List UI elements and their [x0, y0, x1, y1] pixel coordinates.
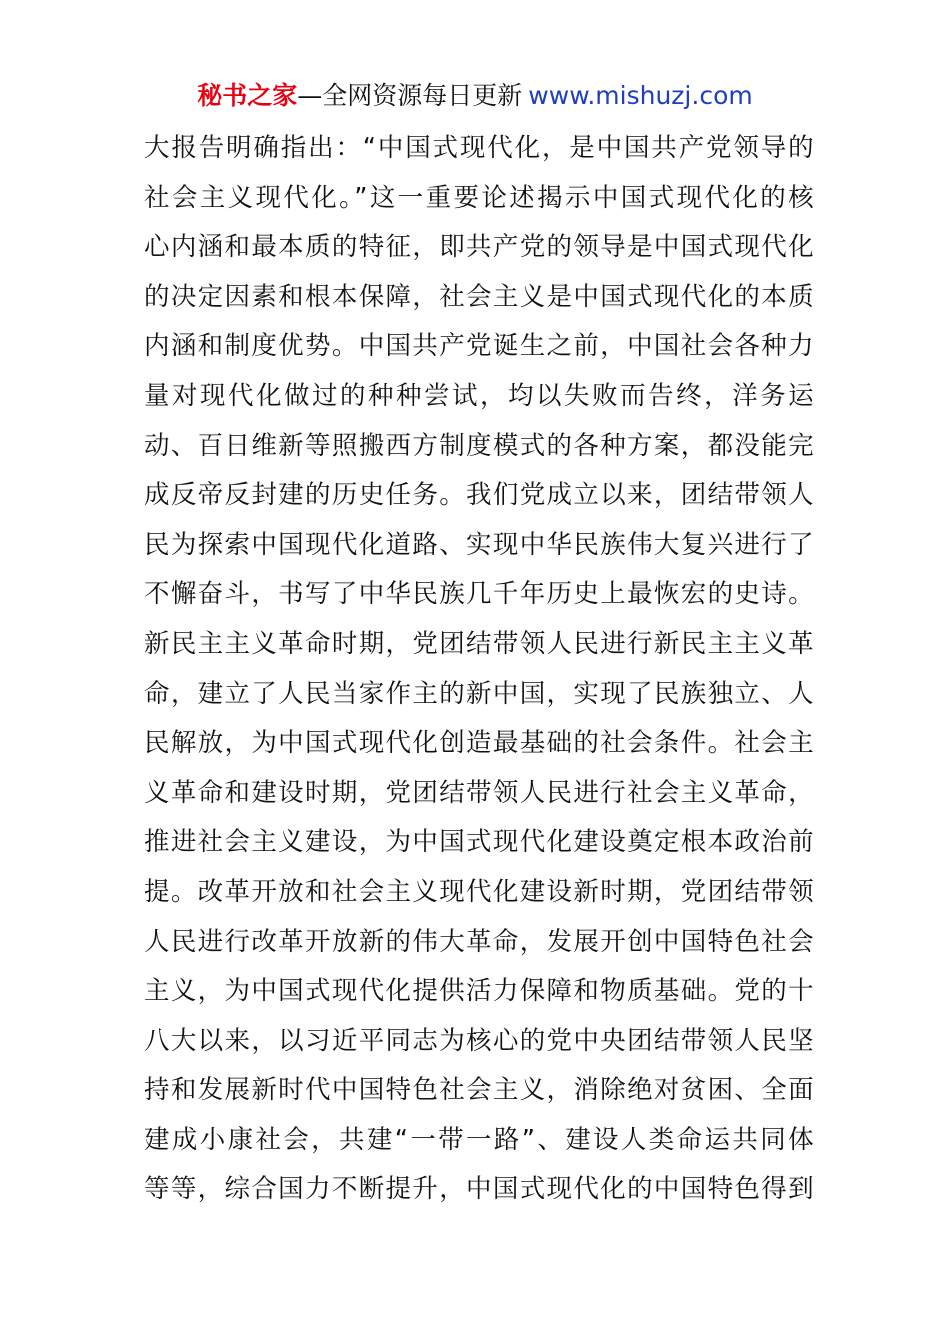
website-link[interactable]: www.mishuzj.com: [528, 81, 753, 110]
text-line: 持和发展新时代中国特色社会主义，消除绝对贫困、全面: [144, 1075, 814, 1106]
text-line: 心内涵和最本质的特征，即共产党的领导是中国式现代化: [144, 232, 814, 263]
text-line: 动、百日维新等照搬西方制度模式的各种方案，都没能完: [144, 430, 814, 461]
text-line: 命，建立了人民当家作主的新中国，实现了民族独立、人: [144, 678, 814, 709]
document-body: [144, 124, 814, 1215]
brand-name: 秘书之家: [197, 81, 298, 110]
text-line: 社会主义现代化。”这一重要论述揭示中国式现代化的核: [144, 182, 814, 213]
text-line: 建成小康社会，共建“一带一路”、建设人类命运共同体: [144, 1124, 814, 1155]
text-line: 内涵和制度优势。中国共产党诞生之前，中国社会各种力: [144, 331, 814, 362]
page-header: [0, 78, 950, 114]
text-line: 新民主主义革命时期，党团结带领人民进行新民主主义革: [144, 628, 814, 659]
text-line: 人民进行改革开放新的伟大革命，发展开创中国特色社会: [144, 926, 814, 957]
header-tagline: —全网资源每日更新: [297, 81, 523, 110]
text-line: 大报告明确指出：“中国式现代化，是中国共产党领导的: [144, 133, 814, 163]
text-line: 主义，为中国式现代化提供活力保障和物质基础。党的十: [144, 976, 814, 1007]
text-line: 提。改革开放和社会主义现代化建设新时期，党团结带领: [144, 876, 814, 907]
text-line: 民为探索中国现代化道路、实现中华民族伟大复兴进行了: [144, 529, 814, 560]
text-line: 的决定因素和根本保障，社会主义是中国式现代化的本质: [144, 281, 814, 312]
text-line: 成反帝反封建的历史任务。我们党成立以来，团结带领人: [144, 480, 814, 511]
text-line: 等等，综合国力不断提升，中国式现代化的中国特色得到: [144, 1174, 814, 1205]
text-line: 不懈奋斗，书写了中华民族几千年历史上最恢宏的史诗。: [144, 579, 814, 610]
text-line: 义革命和建设时期，党团结带领人民进行社会主义革命，: [144, 777, 814, 808]
text-line: 推进社会主义建设，为中国式现代化建设奠定根本政治前: [144, 827, 814, 858]
text-line: 八大以来，以习近平同志为核心的党中央团结带领人民坚: [144, 1025, 814, 1056]
text-line: 量对现代化做过的种种尝试，均以失败而告终，洋务运: [144, 380, 814, 411]
text-line: 民解放，为中国式现代化创造最基础的社会条件。社会主: [144, 728, 814, 759]
